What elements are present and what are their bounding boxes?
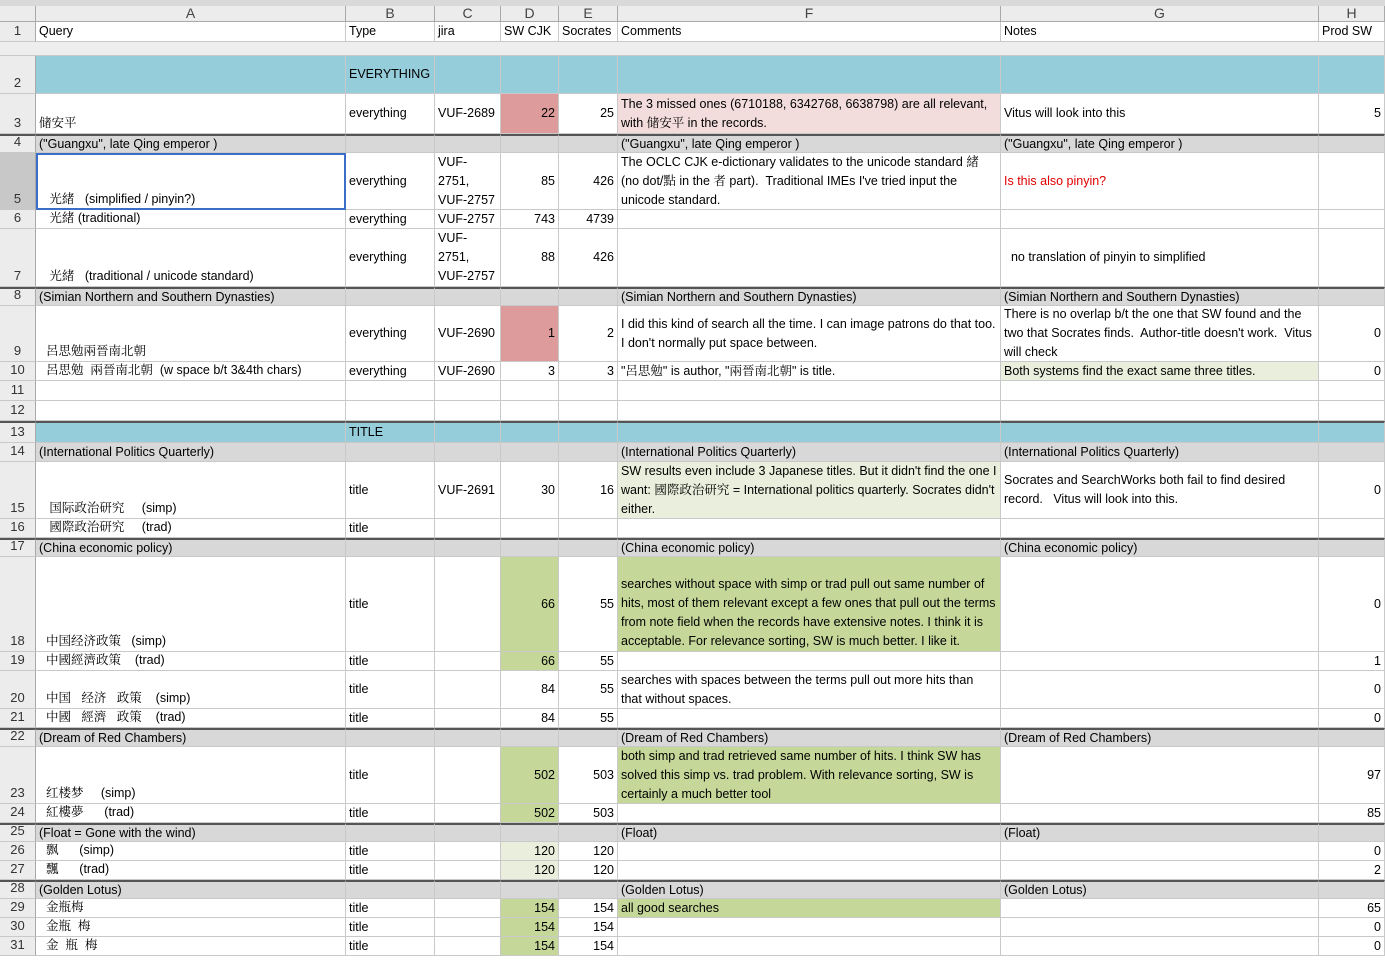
cell-g30[interactable]: [1001, 918, 1319, 937]
frozen-pane-divider: [0, 42, 1385, 56]
cell-h31[interactable]: 0: [1319, 937, 1385, 956]
cell-g25[interactable]: (Float): [1001, 823, 1319, 842]
cell-e9[interactable]: 2: [559, 306, 618, 362]
cell-d20[interactable]: 84: [501, 671, 559, 709]
cell-h22[interactable]: [1319, 728, 1385, 747]
cell-h21[interactable]: 0: [1319, 709, 1385, 728]
cell-e11[interactable]: [559, 381, 618, 401]
cell-a4[interactable]: ("Guangxu", late Qing emperor ): [36, 134, 346, 153]
cell-d8[interactable]: [501, 287, 559, 306]
cell-f15[interactable]: SW results even include 3 Japanese titles. But it didn't find the one I want: 國際政治研究 = International politics quarterly. Socrates didn't either.: [618, 462, 1001, 519]
cell-d28[interactable]: [501, 880, 559, 899]
cell-b10[interactable]: everything: [346, 362, 435, 381]
cell-g3[interactable]: Vitus will look into this: [1001, 94, 1319, 134]
cell-h16[interactable]: [1319, 519, 1385, 538]
cell-g19[interactable]: [1001, 652, 1319, 671]
cell-a12[interactable]: [36, 401, 346, 421]
cell-g17[interactable]: (China economic policy): [1001, 538, 1319, 557]
cell-h27[interactable]: 2: [1319, 861, 1385, 880]
cell-b8[interactable]: [346, 287, 435, 306]
row-header-24[interactable]: 24: [0, 804, 36, 823]
cell-f13[interactable]: [618, 421, 1001, 443]
cell-e21[interactable]: 55: [559, 709, 618, 728]
cell-d15[interactable]: 30: [501, 462, 559, 519]
cell-e22[interactable]: [559, 728, 618, 747]
cell-d18[interactable]: 66: [501, 557, 559, 652]
cell-c4[interactable]: [435, 134, 501, 153]
cell-e3[interactable]: 25: [559, 94, 618, 134]
cell-b29[interactable]: title: [346, 899, 435, 918]
cell-e16[interactable]: [559, 519, 618, 538]
cell-h2[interactable]: [1319, 56, 1385, 94]
cell-e28[interactable]: [559, 880, 618, 899]
cell-b17[interactable]: [346, 538, 435, 557]
row-header-23[interactable]: 23: [0, 747, 36, 804]
cell-c24[interactable]: [435, 804, 501, 823]
cell-c22[interactable]: [435, 728, 501, 747]
cell-d25[interactable]: [501, 823, 559, 842]
row-header-29[interactable]: 29: [0, 899, 36, 918]
row-header-9[interactable]: 9: [0, 306, 36, 362]
cell-h4[interactable]: [1319, 134, 1385, 153]
row-header-11[interactable]: 11: [0, 381, 36, 401]
header-cell-f[interactable]: Comments: [618, 22, 1001, 42]
cell-c25[interactable]: [435, 823, 501, 842]
cell-e20[interactable]: 55: [559, 671, 618, 709]
row-header-27[interactable]: 27: [0, 861, 36, 880]
cell-c29[interactable]: [435, 899, 501, 918]
cell-b26[interactable]: title: [346, 842, 435, 861]
cell-b18[interactable]: title: [346, 557, 435, 652]
cell-g31[interactable]: [1001, 937, 1319, 956]
row-header-3[interactable]: 3: [0, 94, 36, 134]
header-cell-b[interactable]: Type: [346, 22, 435, 42]
cell-b5[interactable]: everything: [346, 153, 435, 210]
row-header-12[interactable]: 12: [0, 401, 36, 421]
cell-f24[interactable]: [618, 804, 1001, 823]
cell-f2[interactable]: [618, 56, 1001, 94]
row-header-26[interactable]: 26: [0, 842, 36, 861]
cell-h10[interactable]: 0: [1319, 362, 1385, 381]
cell-e18[interactable]: 55: [559, 557, 618, 652]
cell-e7[interactable]: 426: [559, 229, 618, 287]
cell-f6[interactable]: [618, 210, 1001, 229]
cell-b9[interactable]: everything: [346, 306, 435, 362]
header-cell-c[interactable]: jira: [435, 22, 501, 42]
cell-a26[interactable]: 飘 (simp): [36, 842, 346, 861]
cell-g15[interactable]: Socrates and SearchWorks both fail to find desired record. Vitus will look into this.: [1001, 462, 1319, 519]
cell-a3[interactable]: 储安平: [36, 94, 346, 134]
cell-f5[interactable]: The OCLC CJK e-dictionary validates to the unicode standard 緒 (no dot/點 in the 者 part). Traditional IMEs I've tried input the unicode standard.: [618, 153, 1001, 210]
cell-a14[interactable]: (International Politics Quarterly): [36, 443, 346, 462]
cell-d14[interactable]: [501, 443, 559, 462]
cell-d19[interactable]: 66: [501, 652, 559, 671]
cell-g24[interactable]: [1001, 804, 1319, 823]
column-header-b[interactable]: B: [346, 6, 435, 22]
cell-h26[interactable]: 0: [1319, 842, 1385, 861]
cell-e31[interactable]: 154: [559, 937, 618, 956]
cell-a23[interactable]: 红楼梦 (simp): [36, 747, 346, 804]
cell-c28[interactable]: [435, 880, 501, 899]
cell-c15[interactable]: VUF-2691: [435, 462, 501, 519]
row-header-25[interactable]: 25: [0, 823, 36, 842]
cell-e30[interactable]: 154: [559, 918, 618, 937]
cell-e25[interactable]: [559, 823, 618, 842]
cell-f9[interactable]: I did this kind of search all the time. I can image patrons do that too. I don't normally put space between.: [618, 306, 1001, 362]
cell-a31[interactable]: 金 瓶 梅: [36, 937, 346, 956]
cell-a19[interactable]: 中國經濟政策 (trad): [36, 652, 346, 671]
column-header-e[interactable]: E: [559, 6, 618, 22]
column-header-a[interactable]: A: [36, 6, 346, 22]
cell-e23[interactable]: 503: [559, 747, 618, 804]
cell-f22[interactable]: (Dream of Red Chambers): [618, 728, 1001, 747]
cell-d2[interactable]: [501, 56, 559, 94]
cell-f19[interactable]: [618, 652, 1001, 671]
cell-c14[interactable]: [435, 443, 501, 462]
cell-d24[interactable]: 502: [501, 804, 559, 823]
cell-b15[interactable]: title: [346, 462, 435, 519]
cell-h8[interactable]: [1319, 287, 1385, 306]
cell-b24[interactable]: title: [346, 804, 435, 823]
cell-h19[interactable]: 1: [1319, 652, 1385, 671]
cell-d10[interactable]: 3: [501, 362, 559, 381]
cell-a29[interactable]: 金瓶梅: [36, 899, 346, 918]
cell-d21[interactable]: 84: [501, 709, 559, 728]
cell-g6[interactable]: [1001, 210, 1319, 229]
cell-d6[interactable]: 743: [501, 210, 559, 229]
cell-c27[interactable]: [435, 861, 501, 880]
cell-c21[interactable]: [435, 709, 501, 728]
row-header-5[interactable]: 5: [0, 153, 36, 210]
cell-d29[interactable]: 154: [501, 899, 559, 918]
cell-h18[interactable]: 0: [1319, 557, 1385, 652]
cell-b14[interactable]: [346, 443, 435, 462]
cell-b22[interactable]: [346, 728, 435, 747]
cell-f18[interactable]: searches without space with simp or trad pull out same number of hits, most of them relevant except a few ones that pull out the terms from note field when the records have extensive notes. I think it is acceptable. For relevance sorting, SW is much better. I like it.: [618, 557, 1001, 652]
cell-e15[interactable]: 16: [559, 462, 618, 519]
cell-b28[interactable]: [346, 880, 435, 899]
cell-d26[interactable]: 120: [501, 842, 559, 861]
cell-d30[interactable]: 154: [501, 918, 559, 937]
cell-e13[interactable]: [559, 421, 618, 443]
cell-h13[interactable]: [1319, 421, 1385, 443]
cell-d31[interactable]: 154: [501, 937, 559, 956]
cell-g22[interactable]: (Dream of Red Chambers): [1001, 728, 1319, 747]
cell-a2[interactable]: [36, 56, 346, 94]
cell-h14[interactable]: [1319, 443, 1385, 462]
cell-b30[interactable]: title: [346, 918, 435, 937]
cell-b25[interactable]: [346, 823, 435, 842]
cell-g8[interactable]: (Simian Northern and Southern Dynasties): [1001, 287, 1319, 306]
cell-c13[interactable]: [435, 421, 501, 443]
header-cell-a[interactable]: Query: [36, 22, 346, 42]
cell-h15[interactable]: 0: [1319, 462, 1385, 519]
cell-a27[interactable]: 飄 (trad): [36, 861, 346, 880]
cell-e4[interactable]: [559, 134, 618, 153]
cell-f7[interactable]: [618, 229, 1001, 287]
cell-b2[interactable]: EVERYTHING: [346, 56, 435, 94]
cell-e12[interactable]: [559, 401, 618, 421]
cell-b13[interactable]: TITLE: [346, 421, 435, 443]
cell-h20[interactable]: 0: [1319, 671, 1385, 709]
cell-f21[interactable]: [618, 709, 1001, 728]
cell-a8[interactable]: (Simian Northern and Southern Dynasties): [36, 287, 346, 306]
cell-f25[interactable]: (Float): [618, 823, 1001, 842]
cell-e2[interactable]: [559, 56, 618, 94]
cell-g13[interactable]: [1001, 421, 1319, 443]
cell-a10[interactable]: 呂思勉 兩晉南北朝 (w space b/t 3&4th chars): [36, 362, 346, 381]
cell-b27[interactable]: title: [346, 861, 435, 880]
cell-g21[interactable]: [1001, 709, 1319, 728]
cell-e17[interactable]: [559, 538, 618, 557]
cell-b31[interactable]: title: [346, 937, 435, 956]
cell-b19[interactable]: title: [346, 652, 435, 671]
row-header-2[interactable]: 2: [0, 56, 36, 94]
cell-c7[interactable]: VUF-2751, VUF-2757: [435, 229, 501, 287]
cell-d12[interactable]: [501, 401, 559, 421]
cell-g7[interactable]: no translation of pinyin to simplified: [1001, 229, 1319, 287]
cell-b11[interactable]: [346, 381, 435, 401]
cell-f14[interactable]: (International Politics Quarterly): [618, 443, 1001, 462]
row-header-14[interactable]: 14: [0, 443, 36, 462]
cell-d7[interactable]: 88: [501, 229, 559, 287]
row-header-8[interactable]: 8: [0, 287, 36, 306]
cell-f4[interactable]: ("Guangxu", late Qing emperor ): [618, 134, 1001, 153]
cell-e29[interactable]: 154: [559, 899, 618, 918]
cell-c2[interactable]: [435, 56, 501, 94]
row-header-17[interactable]: 17: [0, 538, 36, 557]
cell-a28[interactable]: (Golden Lotus): [36, 880, 346, 899]
select-all-corner[interactable]: [0, 6, 36, 22]
cell-g18[interactable]: [1001, 557, 1319, 652]
cell-d9[interactable]: 1: [501, 306, 559, 362]
cell-g10[interactable]: Both systems find the exact same three titles.: [1001, 362, 1319, 381]
cell-b3[interactable]: everything: [346, 94, 435, 134]
cell-f10[interactable]: "呂思勉" is author, "兩晉南北朝" is title.: [618, 362, 1001, 381]
cell-g11[interactable]: [1001, 381, 1319, 401]
cell-f11[interactable]: [618, 381, 1001, 401]
cell-h25[interactable]: [1319, 823, 1385, 842]
cell-e24[interactable]: 503: [559, 804, 618, 823]
cell-h11[interactable]: [1319, 381, 1385, 401]
cell-d17[interactable]: [501, 538, 559, 557]
cell-f3[interactable]: The 3 missed ones (6710188, 6342768, 6638798) are all relevant, with 储安平 in the records.: [618, 94, 1001, 134]
cell-h12[interactable]: [1319, 401, 1385, 421]
row-header-4[interactable]: 4: [0, 134, 36, 153]
cell-f29[interactable]: all good searches: [618, 899, 1001, 918]
row-header-30[interactable]: 30: [0, 918, 36, 937]
row-header-6[interactable]: 6: [0, 210, 36, 229]
cell-g5[interactable]: Is this also pinyin?: [1001, 153, 1319, 210]
row-header-28[interactable]: 28: [0, 880, 36, 899]
cell-d5[interactable]: 85: [501, 153, 559, 210]
cell-c31[interactable]: [435, 937, 501, 956]
cell-g9[interactable]: There is no overlap b/t the one that SW found and the two that Socrates finds. Author-title doesn't work. Vitus will check: [1001, 306, 1319, 362]
cell-h23[interactable]: 97: [1319, 747, 1385, 804]
row-header-20[interactable]: 20: [0, 671, 36, 709]
cell-g27[interactable]: [1001, 861, 1319, 880]
cell-a25[interactable]: (Float = Gone with the wind): [36, 823, 346, 842]
cell-h28[interactable]: [1319, 880, 1385, 899]
row-header-15[interactable]: 15: [0, 462, 36, 519]
cell-d27[interactable]: 120: [501, 861, 559, 880]
cell-c10[interactable]: VUF-2690: [435, 362, 501, 381]
cell-a24[interactable]: 紅樓夢 (trad): [36, 804, 346, 823]
cell-e26[interactable]: 120: [559, 842, 618, 861]
cell-e6[interactable]: 4739: [559, 210, 618, 229]
cell-h3[interactable]: 5: [1319, 94, 1385, 134]
cell-g28[interactable]: (Golden Lotus): [1001, 880, 1319, 899]
cell-h24[interactable]: 85: [1319, 804, 1385, 823]
cell-a20[interactable]: 中国 经济 政策 (simp): [36, 671, 346, 709]
row-header-31[interactable]: 31: [0, 937, 36, 956]
cell-a9[interactable]: 呂思勉兩晉南北朝: [36, 306, 346, 362]
cell-h9[interactable]: 0: [1319, 306, 1385, 362]
header-cell-h[interactable]: Prod SW: [1319, 22, 1385, 42]
cell-a5[interactable]: 光緒 (simplified / pinyin?): [36, 153, 346, 210]
cell-h17[interactable]: [1319, 538, 1385, 557]
cell-g4[interactable]: ("Guangxu", late Qing emperor ): [1001, 134, 1319, 153]
cell-c11[interactable]: [435, 381, 501, 401]
cell-f23[interactable]: both simp and trad retrieved same number of hits. I think SW has solved this simp vs. trad problem. With relevance sorting, SW is certainly a much better tool: [618, 747, 1001, 804]
cell-b23[interactable]: title: [346, 747, 435, 804]
row-header-22[interactable]: 22: [0, 728, 36, 747]
cell-a22[interactable]: (Dream of Red Chambers): [36, 728, 346, 747]
cell-b6[interactable]: everything: [346, 210, 435, 229]
cell-a15[interactable]: 国际政治研究 (simp): [36, 462, 346, 519]
cell-d4[interactable]: [501, 134, 559, 153]
cell-c19[interactable]: [435, 652, 501, 671]
cell-g23[interactable]: [1001, 747, 1319, 804]
cell-g20[interactable]: [1001, 671, 1319, 709]
cell-f31[interactable]: [618, 937, 1001, 956]
cell-a18[interactable]: 中国经济政策 (simp): [36, 557, 346, 652]
cell-h29[interactable]: 65: [1319, 899, 1385, 918]
cell-c17[interactable]: [435, 538, 501, 557]
header-cell-e[interactable]: Socrates: [559, 22, 618, 42]
row-header-13[interactable]: 13: [0, 421, 36, 443]
cell-c23[interactable]: [435, 747, 501, 804]
cell-a17[interactable]: (China economic policy): [36, 538, 346, 557]
cell-e27[interactable]: 120: [559, 861, 618, 880]
cell-h30[interactable]: 0: [1319, 918, 1385, 937]
column-header-f[interactable]: F: [618, 6, 1001, 22]
cell-d23[interactable]: 502: [501, 747, 559, 804]
row-header-1[interactable]: 1: [0, 22, 36, 42]
cell-g29[interactable]: [1001, 899, 1319, 918]
cell-c9[interactable]: VUF-2690: [435, 306, 501, 362]
cell-f20[interactable]: searches with spaces between the terms pull out more hits than that without spaces.: [618, 671, 1001, 709]
cell-c12[interactable]: [435, 401, 501, 421]
cell-f30[interactable]: [618, 918, 1001, 937]
cell-b20[interactable]: title: [346, 671, 435, 709]
row-header-19[interactable]: 19: [0, 652, 36, 671]
cell-d16[interactable]: [501, 519, 559, 538]
cell-d3[interactable]: 22: [501, 94, 559, 134]
header-cell-g[interactable]: Notes: [1001, 22, 1319, 42]
row-header-21[interactable]: 21: [0, 709, 36, 728]
cell-a11[interactable]: [36, 381, 346, 401]
row-header-7[interactable]: 7: [0, 229, 36, 287]
cell-c6[interactable]: VUF-2757: [435, 210, 501, 229]
cell-f26[interactable]: [618, 842, 1001, 861]
cell-g12[interactable]: [1001, 401, 1319, 421]
cell-c5[interactable]: VUF-2751, VUF-2757: [435, 153, 501, 210]
column-header-h[interactable]: H: [1319, 6, 1385, 22]
cell-f28[interactable]: (Golden Lotus): [618, 880, 1001, 899]
cell-d13[interactable]: [501, 421, 559, 443]
cell-a6[interactable]: 光緒 (traditional): [36, 210, 346, 229]
cell-f12[interactable]: [618, 401, 1001, 421]
cell-b12[interactable]: [346, 401, 435, 421]
cell-f8[interactable]: (Simian Northern and Southern Dynasties): [618, 287, 1001, 306]
header-cell-d[interactable]: SW CJK: [501, 22, 559, 42]
cell-c3[interactable]: VUF-2689: [435, 94, 501, 134]
cell-g2[interactable]: [1001, 56, 1319, 94]
row-header-18[interactable]: 18: [0, 557, 36, 652]
cell-f17[interactable]: (China economic policy): [618, 538, 1001, 557]
cell-b7[interactable]: everything: [346, 229, 435, 287]
cell-d22[interactable]: [501, 728, 559, 747]
cell-f27[interactable]: [618, 861, 1001, 880]
cell-c16[interactable]: [435, 519, 501, 538]
cell-h7[interactable]: [1319, 229, 1385, 287]
cell-g26[interactable]: [1001, 842, 1319, 861]
cell-e10[interactable]: 3: [559, 362, 618, 381]
cell-d11[interactable]: [501, 381, 559, 401]
cell-e8[interactable]: [559, 287, 618, 306]
cell-b4[interactable]: [346, 134, 435, 153]
cell-a16[interactable]: 國際政治研究 (trad): [36, 519, 346, 538]
cell-c8[interactable]: [435, 287, 501, 306]
cell-a21[interactable]: 中國 經濟 政策 (trad): [36, 709, 346, 728]
cell-a13[interactable]: [36, 421, 346, 443]
row-header-16[interactable]: 16: [0, 519, 36, 538]
cell-a30[interactable]: 金瓶 梅: [36, 918, 346, 937]
cell-e5[interactable]: 426: [559, 153, 618, 210]
cell-c18[interactable]: [435, 557, 501, 652]
cell-e19[interactable]: 55: [559, 652, 618, 671]
cell-f16[interactable]: [618, 519, 1001, 538]
column-header-g[interactable]: G: [1001, 6, 1319, 22]
cell-g14[interactable]: (International Politics Quarterly): [1001, 443, 1319, 462]
column-header-d[interactable]: D: [501, 6, 559, 22]
cell-a7[interactable]: 光緒 (traditional / unicode standard): [36, 229, 346, 287]
cell-b21[interactable]: title: [346, 709, 435, 728]
cell-e14[interactable]: [559, 443, 618, 462]
cell-h5[interactable]: [1319, 153, 1385, 210]
cell-h6[interactable]: [1319, 210, 1385, 229]
cell-c26[interactable]: [435, 842, 501, 861]
cell-c30[interactable]: [435, 918, 501, 937]
cell-g16[interactable]: [1001, 519, 1319, 538]
cell-c20[interactable]: [435, 671, 501, 709]
column-header-c[interactable]: C: [435, 6, 501, 22]
cell-b16[interactable]: title: [346, 519, 435, 538]
row-header-10[interactable]: 10: [0, 362, 36, 381]
